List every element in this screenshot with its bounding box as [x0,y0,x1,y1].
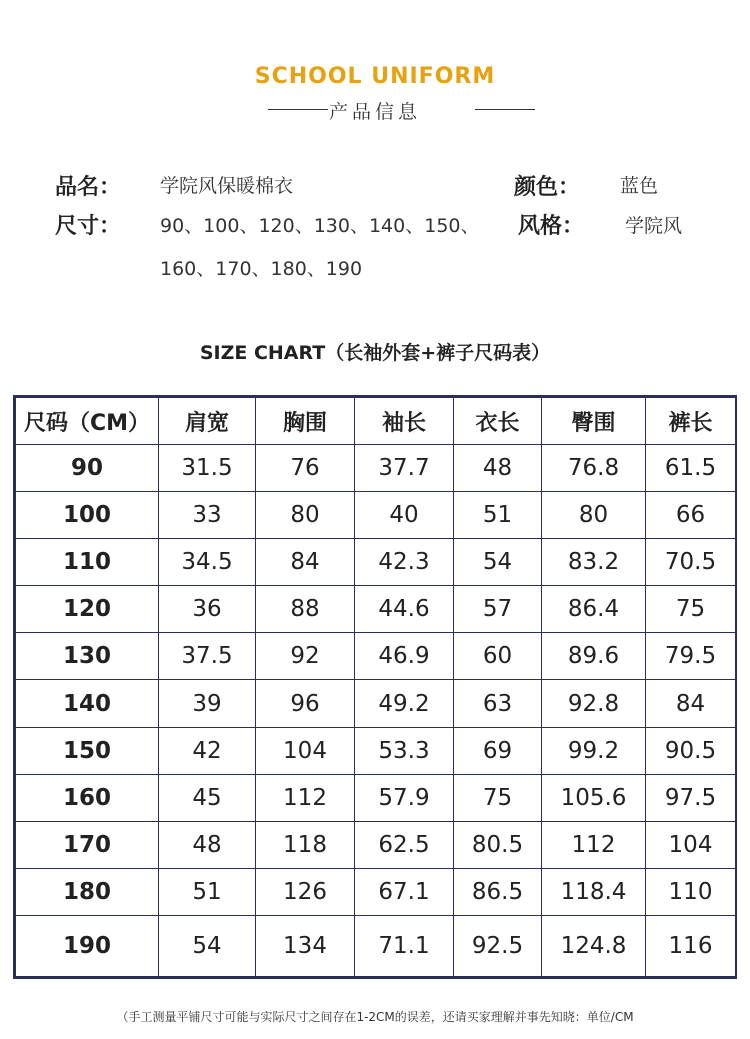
measurement-cell: 75 [454,774,542,821]
measurement-cell: 54 [454,539,542,586]
size-cell: 100 [16,492,159,539]
measurement-cell: 54 [159,916,256,977]
size-label: 尺寸： [55,214,122,239]
measurement-cell: 42.3 [355,539,454,586]
header-shoulder: 肩宽 [159,398,256,445]
measurement-cell: 104 [256,727,355,774]
measurement-cell: 37.7 [355,445,454,492]
measurement-cell: 67.1 [355,868,454,915]
measurement-cell: 70.5 [646,539,736,586]
measurement-cell: 53.3 [355,727,454,774]
size-cell: 190 [16,916,159,977]
measurement-cell: 80.5 [454,821,542,868]
measurement-cell: 76.8 [542,445,646,492]
measurement-cell: 110 [646,868,736,915]
measurement-cell: 83.2 [542,539,646,586]
measurement-cell: 44.6 [355,586,454,633]
measurement-note: （手工测量平铺尺寸可能与实际尺寸之间存在1-2CM的误差，还请买家理解并事先知晓：单位/CM [116,1010,634,1024]
table-row [16,492,736,539]
table-row [16,868,736,915]
measurement-cell: 118.4 [542,868,646,915]
size-cell: 170 [16,821,159,868]
color-value-wrap [620,171,658,198]
measurement-cell: 57.9 [355,774,454,821]
table-row [16,680,736,727]
measurement-cell: 37.5 [159,633,256,680]
size-cell: 140 [16,680,159,727]
subtitle-text: 产品信息 [328,101,421,123]
style-row [518,209,584,240]
measurement-cell: 69 [454,727,542,774]
subtitle-row [0,95,750,125]
style-label: 风格： [518,214,585,239]
measurement-cell: 39 [159,680,256,727]
measurement-cell: 92.8 [542,680,646,727]
size-table-container [13,395,737,979]
table-row [16,727,736,774]
measurement-cell: 46.9 [355,633,454,680]
size-table [15,397,736,977]
size-chart-title: SIZE CHART（长袖外套+裤子尺码表） [199,342,551,364]
size-cell: 110 [16,539,159,586]
measurement-cell: 86.4 [542,586,646,633]
measurement-cell: 66 [646,492,736,539]
measurement-cell: 31.5 [159,445,256,492]
table-row [16,586,736,633]
style-value-wrap [625,211,682,238]
measurement-cell: 51 [159,868,256,915]
table-row [16,821,736,868]
measurement-cell: 96 [256,680,355,727]
measurement-cell: 60 [454,633,542,680]
size-value-line1: 90、100、120、130、140、150、 [160,215,480,237]
measurement-cell: 34.5 [159,539,256,586]
measurement-cell: 104 [646,821,736,868]
measurement-cell: 97.5 [646,774,736,821]
measurement-cell: 116 [646,916,736,977]
measurement-cell: 112 [256,774,355,821]
measurement-cell: 76 [256,445,355,492]
color-label: 颜色： [514,175,581,200]
size-value-line2: 160、170、180、190 [160,258,363,280]
measurement-cell: 79.5 [646,633,736,680]
color-row [514,170,580,201]
size-cell: 90 [16,445,159,492]
measurement-cell: 49.2 [355,680,454,727]
table-row [16,774,736,821]
measurement-cell: 71.1 [355,916,454,977]
table-row [16,539,736,586]
header-hip: 臀围 [542,398,646,445]
style-value: 学院风 [625,215,683,237]
size-row [55,209,121,240]
measurement-cell: 118 [256,821,355,868]
header-sleeve: 袖长 [355,398,454,445]
measurement-cell: 90.5 [646,727,736,774]
measurement-cell: 89.6 [542,633,646,680]
measurement-cell: 33 [159,492,256,539]
measurement-cell: 84 [256,539,355,586]
measurement-cell: 86.5 [454,868,542,915]
measurement-cell: 42 [159,727,256,774]
name-label: 品名： [55,175,122,200]
measurement-cell: 134 [256,916,355,977]
size-value-line1-wrap [160,211,480,238]
table-row [16,445,736,492]
measurement-cell: 84 [646,680,736,727]
measurement-cell: 88 [256,586,355,633]
measurement-cell: 112 [542,821,646,868]
measurement-cell: 63 [454,680,542,727]
measurement-cell: 61.5 [646,445,736,492]
measurement-cell: 105.6 [542,774,646,821]
measurement-cell: 48 [159,821,256,868]
header-length: 衣长 [454,398,542,445]
header-chest: 胸围 [256,398,355,445]
table-row [16,633,736,680]
measurement-cell: 51 [454,492,542,539]
size-value-line2-wrap [160,254,362,281]
measurement-cell: 57 [454,586,542,633]
size-cell: 130 [16,633,159,680]
measurement-cell: 45 [159,774,256,821]
measurement-cell: 99.2 [542,727,646,774]
brand-title: SCHOOL UNIFORM [254,64,496,89]
measurement-cell: 124.8 [542,916,646,977]
size-cell: 180 [16,868,159,915]
table-header-row [16,398,736,445]
measurement-cell: 48 [454,445,542,492]
measurement-cell: 75 [646,586,736,633]
subtitle-divider-right [475,109,535,110]
measurement-cell: 80 [256,492,355,539]
color-value: 蓝色 [620,175,659,197]
measurement-cell: 40 [355,492,454,539]
measurement-cell: 126 [256,868,355,915]
table-row [16,916,736,977]
measurement-cell: 80 [542,492,646,539]
header-size: 尺码（CM） [16,398,159,445]
size-cell: 120 [16,586,159,633]
name-value-wrap [160,171,293,198]
header-pants-length: 裤长 [646,398,736,445]
size-cell: 150 [16,727,159,774]
name-value: 学院风保暖棉衣 [160,175,294,197]
measurement-cell: 92 [256,633,355,680]
measurement-cell: 92.5 [454,916,542,977]
name-row [55,170,121,201]
measurement-cell: 36 [159,586,256,633]
measurement-cell: 62.5 [355,821,454,868]
size-cell: 160 [16,774,159,821]
